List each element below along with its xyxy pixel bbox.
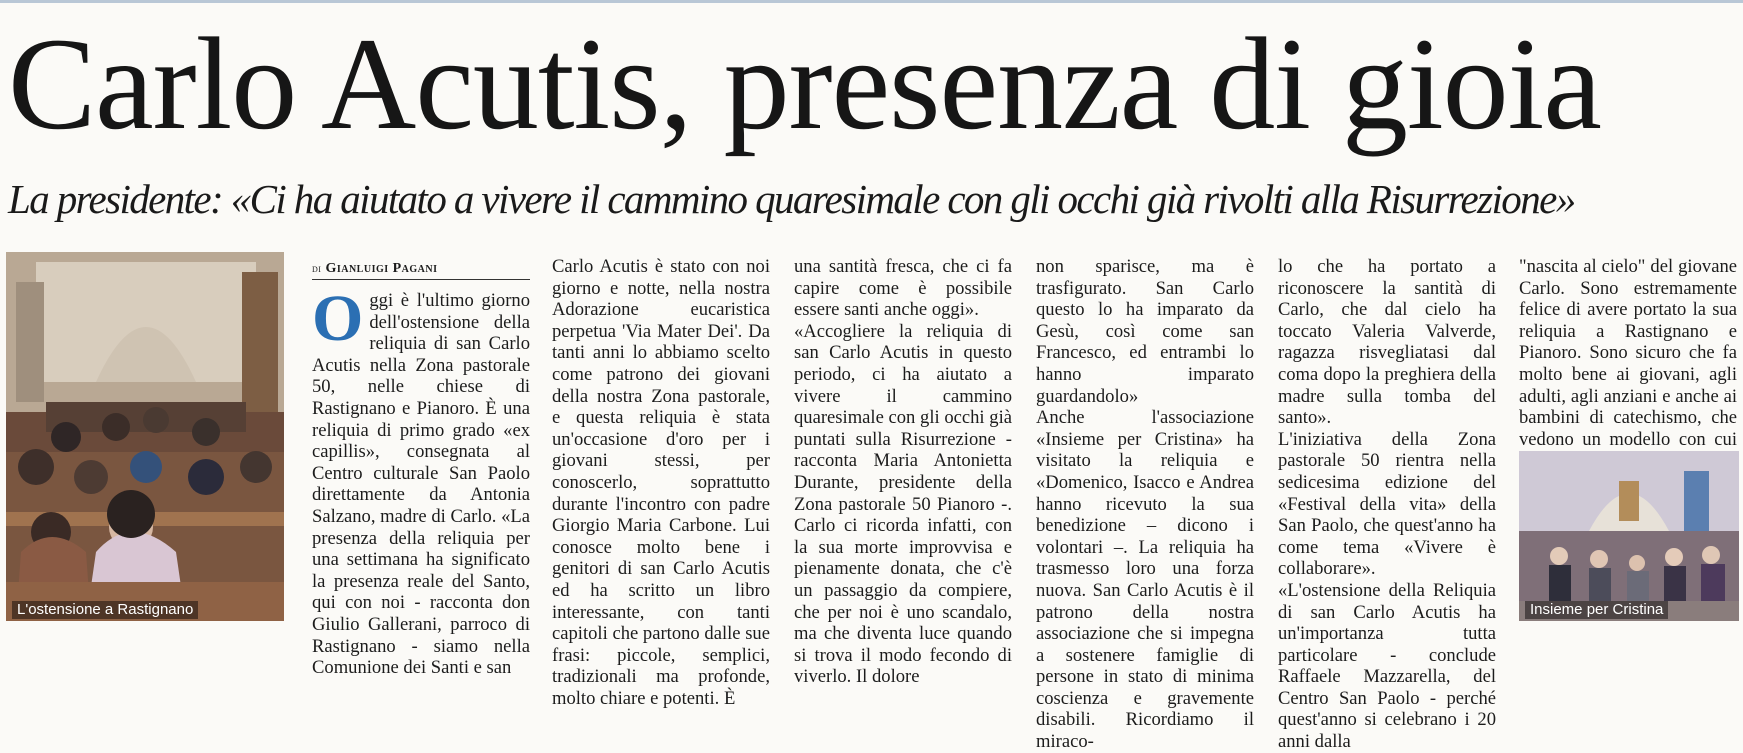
byline-prefix: di [312, 261, 322, 275]
column-6-text: "nascita al cielo" del giovane Carlo. Sono estremamente felice di avere portato la sua reliquia a Rastignano e Pianoro. Sono sicuro che fa molto bene ai giovani, agli adulti, agli anziani e anche ai bambini di catechismo, che vedono un modello con cui [1519, 256, 1737, 450]
column-1-text: ggi è l'ultimo giorno dell'ostensione della reliquia di san Carlo Acutis nella Zona pastorale 50, nelle chiese di Rastignano e Pianoro. È una reliquia di primo grado «ex capillis», consegnata al Centro culturale San Paolo direttamente da Antonia Salzano, madre di Carlo. «La presenza della reliquia per una settimana ha significato la presenza reale del Santo, qui con noi - racconta don Giulio Gallerani, parroco di Rastignano - siamo nella Comunione dei Santi e san [312, 290, 530, 679]
column-4-paragraph-1: non sparisce, ma è trasfigurato. San Carlo questo lo ha imparato da Gesù, così come san Francesco, ed entrambi lo hanno imparato guardandolo» [1036, 256, 1254, 407]
article-column-4 [1036, 256, 1254, 753]
column-3-paragraph-2: «Accogliere la reliquia di san Carlo Acutis in questo periodo, ci ha aiutato a vivere il cammino quaresimale con gli occhi già puntati sulla Risurrezione - racconta Maria Antonietta Durante, presidente della Zona pastorale 50 Pianoro -. Carlo ci ricorda infatti, con la sua morte improvvisa e pienamente donata, che c'è un passaggio da compiere, che per noi è uno scandalo, ma che diventa luce quando si trova il modo fecondo di viverlo. Il dolore [794, 320, 1012, 688]
headline: Carlo Acutis, presenza di gioia [8, 10, 1601, 157]
church-photo-illustration [6, 252, 284, 621]
column-5-paragraph-2: L'iniziativa della Zona pastorale 50 rientra nella sedicesima edizione del «Festival della vita» della San Paolo, che quest'anno ha come tema «Vivere è collaborare». [1278, 428, 1496, 580]
photo-church-rastignano [6, 252, 284, 621]
article-column-3 [794, 256, 1012, 688]
column-3-paragraph-1: una santità fresca, che ci fa capire come è possibile essere santi anche oggi». [794, 256, 1012, 321]
article-column-1 [312, 282, 530, 679]
photo-insieme-per-cristina [1519, 451, 1739, 621]
photo-caption-right: Insieme per Cristina [1525, 601, 1668, 619]
subheadline: La presidente: «Ci ha aiutato a vivere il cammino quaresimale con gli occhi già rivolti alla Risurrezione» [8, 176, 1575, 222]
column-5-paragraph-1: lo che ha portato a riconoscere la santità di Carlo, che dal cielo ha toccato Valeria Valverde, ragazza risvegliatasi dal coma dopo la preghiera della madre sulla tomba del santo». [1278, 256, 1496, 429]
byline [312, 258, 530, 280]
byline-author: Gianluigi Pagani [325, 261, 438, 276]
group-photo-illustration [1519, 451, 1739, 621]
photo-caption-left: L'ostensione a Rastignano [12, 601, 198, 619]
column-5-paragraph-3: «L'ostensione della Reliquia di san Carlo Acutis ha un'importanza tutta particolare - conclude Raffaele Mazzarella, del Centro San Paolo - perché quest'anno si celebrano i 20 anni dalla [1278, 579, 1496, 753]
article-column-2 [552, 256, 770, 709]
dropcap: O [312, 282, 364, 355]
article-column-6 [1519, 256, 1737, 450]
column-2-text: Carlo Acutis è stato con noi giorno e notte, nella nostra Adorazione eucaristica perpetua 'Via Mater Dei'. Da tanti anni lo abbiamo scelto come patrono dei giovani della nostra Zona pastorale, e questa reliquia è stata un'occasione d'oro per i giovani stessi, per conoscerlo, soprattutto durante l'incontro con padre Giorgio Maria Carbone. Lui conosce molto bene i genitori di san Carlo Acutis ed ha scritto un libro interessante, con tanti capitoli che partono dalle sue frasi: piccole, semplici, tradizionali ma profonde, molto chiare e potenti. È [552, 256, 770, 709]
article-column-5 [1278, 256, 1496, 753]
column-4-paragraph-2: Anche l'associazione «Insieme per Cristina» ha visitato la reliquia e «Domenico, Isacco e Andrea hanno ricevuto la sua benedizione – dicono i volontari –. La reliquia ha trasmesso loro una forza nuova. San Carlo Acutis è il patrono della nostra associazione che si impegna a sostenere famiglie di persone in stato di minima coscienza e gravemente disabili. Ricordiamo il miraco- [1036, 407, 1254, 753]
top-rule [0, 0, 1743, 3]
